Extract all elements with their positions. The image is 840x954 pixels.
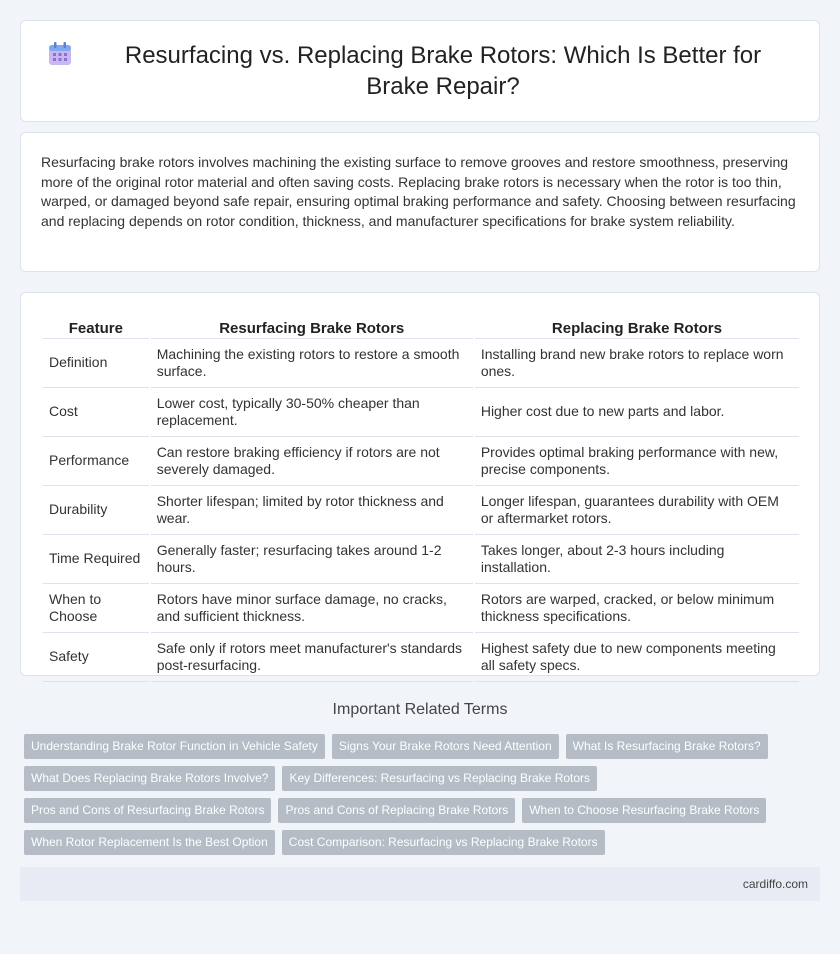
related-tag[interactable]: Understanding Brake Rotor Function in Vehicle Safety [24, 734, 325, 759]
row-feature: Cost [43, 388, 149, 437]
row-resurfacing: Shorter lifespan; limited by rotor thickness and wear. [151, 486, 473, 535]
row-replacing: Takes longer, about 2-3 hours including installation. [475, 535, 799, 584]
row-resurfacing: Safe only if rotors meet manufacturer's standards post-resurfacing. [151, 633, 473, 682]
row-resurfacing: Machining the existing rotors to restore a smooth surface. [151, 339, 473, 388]
comparison-table [41, 313, 801, 682]
page-title: Resurfacing vs. Replacing Brake Rotors: Which Is Better for Brake Repair? [124, 42, 762, 100]
row-replacing: Rotors are warped, cracked, or below minimum thickness specifications. [475, 584, 799, 633]
table-row [43, 584, 799, 633]
table-row [43, 486, 799, 535]
table-row [43, 437, 799, 486]
row-replacing: Provides optimal braking performance with new, precise components. [475, 437, 799, 486]
row-replacing: Installing brand new brake rotors to replace worn ones. [475, 339, 799, 388]
comparison-card [20, 292, 820, 676]
intro-text: Resurfacing brake rotors involves machining the existing surface to remove grooves and restore smoothness, preserving more of the original rotor material and often saving costs. Replacing brake rotors is necessary when the rotor is too thin, warped, or damaged beyond safe repair, ensuring optimal braking performance and safety. Choosing between resurfacing and replacing depends on rotor condition, thickness, and manufacturer specifications for brake system reliability. [41, 154, 796, 229]
row-resurfacing: Generally faster; resurfacing takes around 1-2 hours. [151, 535, 473, 584]
calendar-icon [47, 41, 73, 67]
related-tag[interactable]: Pros and Cons of Replacing Brake Rotors [278, 798, 515, 823]
row-resurfacing: Can restore braking efficiency if rotors are not severely damaged. [151, 437, 473, 486]
related-terms-title: Important Related Terms [332, 701, 508, 718]
row-feature: Safety [43, 633, 149, 682]
row-feature: When to Choose [43, 584, 149, 633]
row-resurfacing: Lower cost, typically 30-50% cheaper than replacement. [151, 388, 473, 437]
related-tags [20, 734, 820, 855]
row-replacing: Higher cost due to new parts and labor. [475, 388, 799, 437]
row-feature: Durability [43, 486, 149, 535]
row-replacing: Highest safety due to new components meeting all safety specs. [475, 633, 799, 682]
footer-site[interactable]: cardiffo.com [742, 877, 808, 891]
title-card [20, 20, 820, 122]
related-tag[interactable]: When Rotor Replacement Is the Best Option [24, 830, 275, 855]
header-replacing: Replacing Brake Rotors [475, 313, 799, 339]
table-header-row [43, 313, 799, 339]
row-resurfacing: Rotors have minor surface damage, no cracks, and sufficient thickness. [151, 584, 473, 633]
row-feature: Time Required [43, 535, 149, 584]
row-feature: Definition [43, 339, 149, 388]
intro-card [20, 132, 820, 272]
table-row [43, 633, 799, 682]
row-feature: Performance [43, 437, 149, 486]
table-row [43, 388, 799, 437]
related-tag[interactable]: What Does Replacing Brake Rotors Involve? [24, 766, 275, 791]
header-feature: Feature [43, 313, 149, 339]
related-tag[interactable]: Key Differences: Resurfacing vs Replacing Brake Rotors [282, 766, 597, 791]
related-tag[interactable]: Signs Your Brake Rotors Need Attention [332, 734, 559, 759]
related-tag[interactable]: Cost Comparison: Resurfacing vs Replacing Brake Rotors [282, 830, 605, 855]
row-replacing: Longer lifespan, guarantees durability with OEM or aftermarket rotors. [475, 486, 799, 535]
related-tag[interactable]: When to Choose Resurfacing Brake Rotors [522, 798, 766, 823]
related-tag[interactable]: Pros and Cons of Resurfacing Brake Rotors [24, 798, 271, 823]
header-resurfacing: Resurfacing Brake Rotors [151, 313, 473, 339]
table-row [43, 535, 799, 584]
footer [20, 867, 820, 901]
table-row [43, 339, 799, 388]
related-tag[interactable]: What Is Resurfacing Brake Rotors? [566, 734, 768, 759]
